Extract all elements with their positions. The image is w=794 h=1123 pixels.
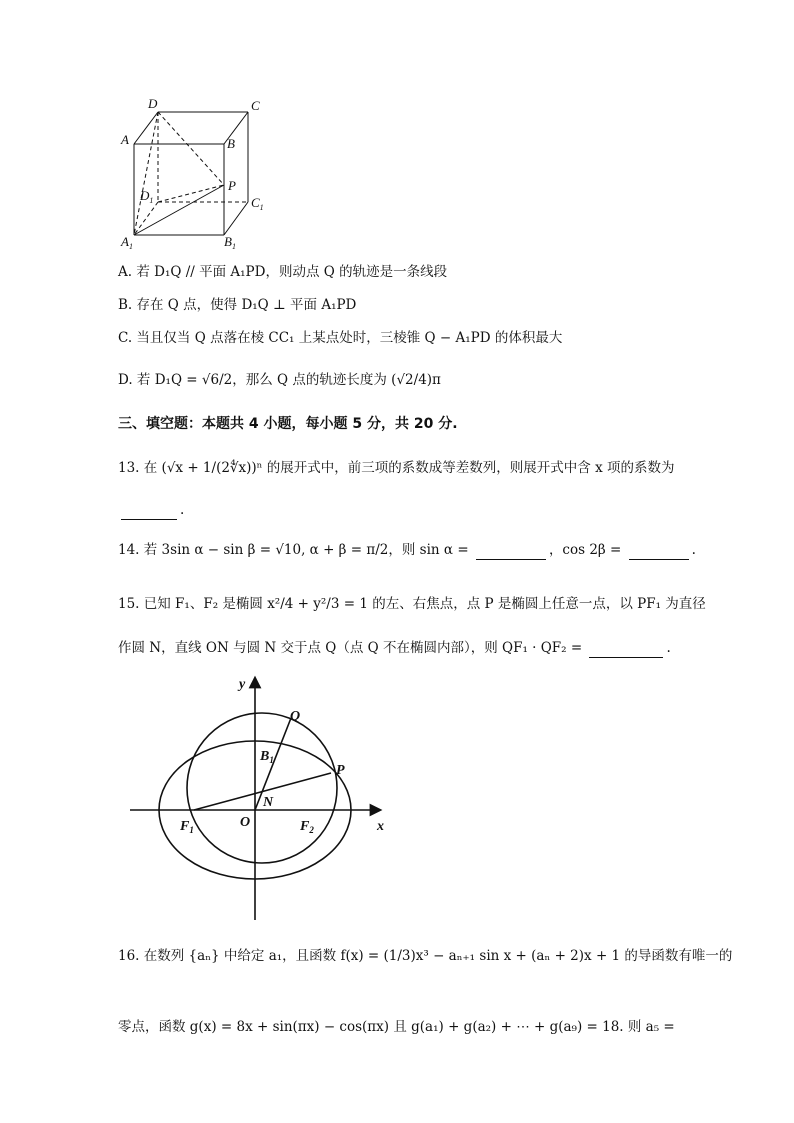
answer-blank[interactable] — [589, 641, 663, 658]
option-c: C. 当且仅当 Q 点落在棱 CC₁ 上某点处时，三棱锥 Q − A₁PD 的体积最大 — [118, 330, 563, 346]
option-d: D. 若 D₁Q = √6/2，那么 Q 点的轨迹长度为 (√2/4)π — [118, 372, 441, 388]
label-y: y — [239, 677, 246, 692]
label-x: x — [377, 819, 384, 834]
edge-D1P — [158, 185, 224, 202]
ellipse-figure — [128, 670, 398, 922]
label-A: A — [121, 132, 129, 147]
label-F1: $F_1$ — [180, 819, 194, 835]
answer-blank[interactable] — [121, 503, 177, 520]
label-P: P — [228, 178, 236, 193]
label-A1: $A_1$ — [121, 234, 133, 251]
question-15-line2: 作圆 N，直线 ON 与圆 N 交于点 Q（点 Q 不在椭圆内部），则 QF₁ · QF₂ = . — [118, 640, 671, 656]
label-D1: $D_1$ — [140, 188, 154, 205]
label-C: C — [251, 98, 260, 113]
question-14: 14. 若 3sin α − sin β = √10, α + β = π/2，则 sin α = ，cos 2β = . — [118, 542, 696, 558]
option-b: B. 存在 Q 点，使得 D₁Q ⊥ 平面 A₁PD — [118, 297, 357, 313]
answer-blank-sin[interactable] — [476, 543, 546, 560]
label-B1: $B_1$ — [224, 234, 236, 251]
question-16-line2: 零点，函数 g(x) = 8x + sin(πx) − cos(πx) 且 g(a₁) + g(a₂) + ⋯ + g(a₉) = 18. 则 a₅ = — [118, 1019, 675, 1035]
question-13: 13. 在 (√x + 1/(2∜x))ⁿ 的展开式中，前三项的系数成等差数列，则展开式中含 x 项的系数为 — [118, 460, 675, 476]
label-P: P — [336, 763, 345, 778]
question-15-line1: 15. 已知 F₁、F₂ 是椭圆 x²/4 + y²/3 = 1 的左、右焦点，点 P 是椭圆上任意一点，以 PF₁ 为直径 — [118, 596, 706, 612]
label-N: N — [263, 795, 274, 810]
question-13-answer-line: . — [118, 500, 184, 520]
circle-N — [187, 713, 337, 863]
question-16-line1: 16. 在数列 {aₙ} 中给定 a₁，且函数 f(x) = (1/3)x³ − aₙ₊₁ sin x + (aₙ + 2)x + 1 的导函数有唯一的 — [118, 948, 733, 964]
label-C1: $C_1$ — [251, 195, 264, 212]
answer-blank-cos[interactable] — [629, 543, 689, 560]
label-B: B — [227, 136, 235, 151]
label-Q: Q — [290, 709, 301, 724]
edge-DP — [158, 112, 224, 185]
label-B1: $B_1$ — [260, 749, 274, 765]
edge-DA1 — [134, 112, 158, 235]
label-F2: $F_2$ — [300, 819, 314, 835]
edge-B1C1 — [224, 202, 248, 235]
label-D: D — [148, 96, 158, 111]
section-heading: 三、填空题：本题共 4 小题，每小题 5 分，共 20 分. — [118, 416, 458, 432]
label-O: O — [240, 815, 251, 830]
option-a: A. 若 D₁Q // 平面 A₁PD，则动点 Q 的轨迹是一条线段 — [118, 264, 448, 280]
cube-figure — [118, 92, 278, 254]
